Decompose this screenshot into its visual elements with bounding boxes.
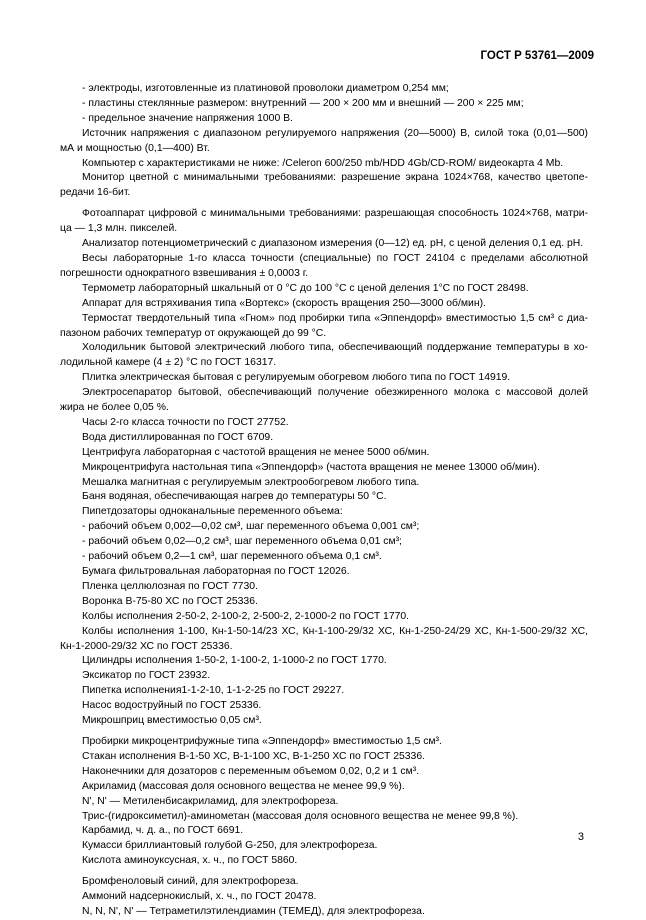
text-paragraph: Бромфеноловый синий, для электрофореза. <box>82 876 299 888</box>
text-paragraph: - электроды, изготовленные из платиновой проволоки диаметром 0,254 мм; <box>82 83 449 94</box>
document-header: ГОСТ Р 53761—2009 <box>480 50 594 62</box>
text-paragraph: Фотоаппарат цифровой с минимальными требованиями: разрешающая способность 1024×768, матри-ца — 1,3 млн. пикселей. <box>60 208 588 235</box>
text-paragraph: Аппарат для встряхивания типа «Вортекс» (скорость вращения 250—3000 об/мин). <box>82 297 486 309</box>
text-paragraph: - рабочий объем 0,2—1 см³, шаг переменного объема 0,1 см³. <box>82 551 382 563</box>
text-paragraph: Эксикатор по ГОСТ 23932. <box>82 670 211 682</box>
text-paragraph: Пленка целлюлозная по ГОСТ 7730. <box>82 580 258 592</box>
page-number: 3 <box>577 831 584 843</box>
text-paragraph: - рабочий объем 0,002—0,02 см³, шаг переменного объема 0,001 см³; <box>82 521 420 533</box>
text-paragraph: Пробирки микроцентрифужные типа «Эппендорф» вместимостью 1,5 см³. <box>82 735 442 747</box>
text-paragraph: Компьютер с характеристиками не ниже: /Celeron 600/250 mb/HDD 4Gb/CD-ROM/ видеокарта 4 Mb. <box>82 157 564 169</box>
text-paragraph: Мешалка магнитная с регулируемым электрообогревом любого типа. <box>82 476 420 488</box>
text-paragraph: - предельное значение напряжения 1000 В. <box>82 112 293 124</box>
text-paragraph: Монитор цветной с минимальными требованиями: разрешение экрана 1024×768, качество цветопе-редачи 16-бит. <box>60 172 588 199</box>
text-paragraph: Плитка электрическая бытовая с регулируемым обогревом любого типа по ГОСТ 14919. <box>82 372 511 384</box>
text-paragraph: Пипетдозаторы одноканальные переменного объема: <box>82 506 343 518</box>
text-paragraph: Баня водяная, обеспечивающая нагрев до температуры 50 °С. <box>82 491 387 503</box>
text-paragraph: Центрифуга лабораторная с частотой вращения не менее 5000 об/мин. <box>82 446 430 458</box>
document-body <box>60 82 588 920</box>
text-paragraph: Микроцентрифуга настольная типа «Эппендорф» (частота вращения не менее 13000 об/мин). <box>82 461 540 473</box>
text-paragraph: Пипетка исполнения1-1-2-10, 1-1-2-25 по ГОСТ 29227. <box>82 685 345 697</box>
text-paragraph: Анализатор потенциометрический с диапазоном измерения (0—12) ед. рН, с ценой деления 0,1 ед. рН. <box>82 238 584 250</box>
text-paragraph: Колбы исполнения 2-50-2, 2-100-2, 2-500-2, 2-1000-2 по ГОСТ 1770. <box>82 610 410 622</box>
text-paragraph: - рабочий объем 0,02—0,2 см³, шаг переменного объема 0,01 см³; <box>82 536 402 548</box>
text-paragraph: Кумасси бриллиантовый голубой G-250, для электрофореза. <box>82 840 378 852</box>
text-paragraph: Трис-(гидроксиметил)-аминометан (массовая доля основного вещества не менее 99,8 %). <box>82 810 519 822</box>
text-paragraph: Электросепаратор бытовой, обеспечивающий получение обезжиренного молока с массовой долей жира не более 0,05 %. <box>60 387 588 414</box>
text-paragraph: Наконечники для дозаторов с переменным объемом 0,02, 0,2 и 1 см³. <box>82 765 420 777</box>
text-paragraph: Микрошприц вместимостью 0,05 см³. <box>82 715 262 727</box>
text-paragraph: Термометр лабораторный шкальный от 0 °С до 100 °С с ценой деления 1°С по ГОСТ 28498. <box>82 282 529 294</box>
text-paragraph: - пластины стеклянные размером: внутренний — 200 × 200 мм и внешний — 200 × 225 мм; <box>82 97 524 109</box>
text-paragraph: N', N' — Метиленбисакриламид, для электрофореза. <box>82 795 339 807</box>
text-paragraph: Цилиндры исполнения 1-50-2, 1-100-2, 1-1000-2 по ГОСТ 1770. <box>82 655 387 667</box>
text-paragraph: Холодильник бытовой электрический любого типа, обеспечивающий поддержание температуры в хо-лодильной камере (4 ± 2) °С по ГОСТ 16317. <box>60 342 588 369</box>
text-paragraph: Вода дистиллированная по ГОСТ 6709. <box>82 431 274 443</box>
text-paragraph: Акриламид (массовая доля основного вещества не менее 99,9 %). <box>82 780 405 792</box>
text-paragraph: Карбамид, ч. д. а., по ГОСТ 6691. <box>82 825 244 837</box>
text-paragraph: Насос водоструйный по ГОСТ 25336. <box>82 700 262 712</box>
text-paragraph: Термостат твердотельный типа «Гном» под пробирки типа «Эппендорф» вместимостью 1,5 см³ с диа-пазоном рабочих температур от окружающей до 99 °С. <box>60 312 588 339</box>
text-paragraph: N, N, N', N' — Тетраметилэтилендиамин (ТЕМЕД), для электрофореза. <box>82 905 425 917</box>
text-paragraph: Весы лабораторные 1-го класса точности (специальные) по ГОСТ 24104 с пределами абсолютной погрешности однократного взвешивания ± 0,0003 г. <box>60 252 588 279</box>
text-paragraph: Источник напряжения с диапазоном регулируемого напряжения (20—5000) В, силой тока (0,01—500) мА и мощностью (0,1—400) Вт. <box>60 127 588 154</box>
text-paragraph: Стакан исполнения В-1-50 ХС, В-1-100 ХС, В-1-250 ХС по ГОСТ 25336. <box>82 750 425 762</box>
text-paragraph: Часы 2-го класса точности по ГОСТ 27752. <box>82 416 289 428</box>
text-paragraph: Колбы исполнения 1-100, Кн-1-50-14/23 ХС, Кн-1-100-29/32 ХС, Кн-1-250-24/29 ХС, Кн-1-500-29/32 ХС, Кн-1-2000-29/32 ХС по ГОСТ 25336. <box>60 625 588 652</box>
text-paragraph: Бумага фильтровальная лабораторная по ГОСТ 12026. <box>82 566 350 577</box>
text-paragraph: Аммоний надсернокислый, х. ч., по ГОСТ 20478. <box>82 891 317 903</box>
text-paragraph: Кислота аминоуксусная, х. ч., по ГОСТ 5860. <box>82 855 298 867</box>
text-paragraph: Воронка В-75-80 ХС по ГОСТ 25336. <box>82 595 258 607</box>
